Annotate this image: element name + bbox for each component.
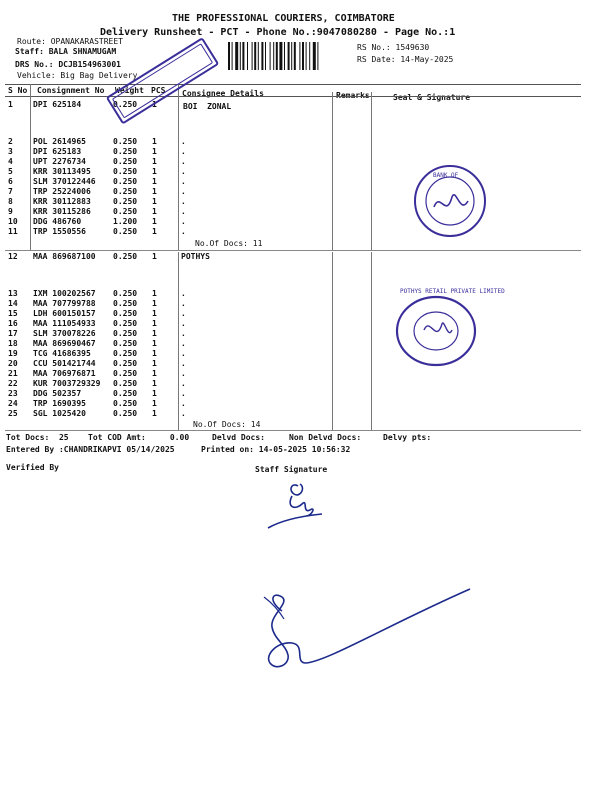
row-weight: 0.250	[113, 399, 138, 408]
barcode-bar	[270, 42, 271, 70]
row-consignment-no: TRP 1690395	[33, 399, 86, 408]
row-weight: 0.250	[113, 339, 138, 348]
barcode-bar	[242, 42, 244, 70]
vehicle-label: Vehicle: Big Bag Delivery	[17, 71, 138, 80]
row-weight: 0.250	[113, 227, 138, 236]
pothys-round-stamp-icon	[394, 294, 478, 368]
row-weight: 0.250	[113, 299, 138, 308]
row-consignment-no: SLM 370078226	[33, 329, 96, 338]
table-row	[0, 147, 600, 157]
row-consignee-dot: .	[181, 369, 186, 378]
row-weight: 0.250	[113, 389, 138, 398]
row-pcs: 1	[152, 319, 157, 328]
barcode-bar	[291, 42, 292, 70]
row-pcs: 1	[152, 379, 157, 388]
row-consignment-no: SLM 370122446	[33, 177, 96, 186]
col-consignment: Consignment No	[37, 86, 105, 95]
staff-label: Staff: BALA SHNAMUGAM	[15, 47, 117, 56]
row-consignee-dot: .	[181, 339, 186, 348]
row-sno: 2	[8, 137, 13, 146]
row-consignment-no: SGL 1025420	[33, 409, 86, 418]
row-weight: 0.250	[113, 359, 138, 368]
row-consignee-dot: .	[181, 197, 186, 206]
row-weight: 1.200	[113, 217, 138, 226]
row-weight: 0.250	[113, 197, 138, 206]
row-pcs: 1	[152, 289, 157, 298]
row-consignee-dot: .	[181, 177, 186, 186]
row-sno: 14	[8, 299, 18, 308]
col-seal-signature: Seal & Signature	[393, 93, 471, 102]
table-row	[0, 329, 600, 339]
col-pcs: PCS	[151, 86, 166, 95]
row-weight: 0.250	[113, 137, 138, 146]
table-row	[0, 369, 600, 379]
row-weight: 0.250	[113, 177, 138, 186]
row-pcs: 1	[152, 187, 157, 196]
row-sno: 8	[8, 197, 13, 206]
row-sno: 18	[8, 339, 18, 348]
row-pcs: 1	[152, 329, 157, 338]
row-consignee-dot: .	[181, 309, 186, 318]
row-sno: 16	[8, 319, 18, 328]
table-row	[0, 100, 600, 110]
row-consignment-no: KRR 30113495	[33, 167, 91, 176]
row-pcs: 1	[152, 197, 157, 206]
row-consignment-no: KRR 30112883	[33, 197, 91, 206]
table-row	[0, 197, 600, 207]
row-sno: 12	[8, 252, 18, 261]
barcode-bar	[302, 42, 304, 70]
row-pcs: 1	[152, 389, 157, 398]
barcode-bar	[294, 42, 296, 70]
company-name: THE PROFESSIONAL COURIERS, COIMBATORE	[172, 13, 395, 24]
row-sno: 7	[8, 187, 13, 196]
row-weight: 0.250	[113, 379, 138, 388]
barcode-bar	[265, 42, 266, 70]
row-consignment-no: MAA 707799788	[33, 299, 96, 308]
row-pcs: 1	[152, 100, 157, 109]
row-consignee-dot: .	[181, 207, 186, 216]
barcode-bar	[288, 42, 290, 70]
row-pcs: 1	[152, 299, 157, 308]
staff-signature-icon	[262, 480, 334, 532]
barcode-bar	[313, 42, 316, 70]
row-consignment-no: TRP 1550556	[33, 227, 86, 236]
table-row	[0, 299, 600, 309]
row-pcs: 1	[152, 339, 157, 348]
row-weight: 0.250	[113, 349, 138, 358]
row-consignment-no: CCU 501421744	[33, 359, 96, 368]
docs-count-group1: No.Of Docs: 11	[195, 239, 263, 248]
row-sno: 20	[8, 359, 18, 368]
row-sno: 25	[8, 409, 18, 418]
row-sno: 11	[8, 227, 18, 236]
table-row	[0, 359, 600, 369]
bank-stamp-text: BANK OF	[433, 172, 459, 179]
row-pcs: 1	[152, 369, 157, 378]
row-weight: 0.250	[113, 100, 138, 109]
rs-number: RS No.: 1549630	[357, 43, 430, 52]
barcode-bar	[299, 42, 300, 70]
table-row	[0, 389, 600, 399]
row-pcs: 1	[152, 177, 157, 186]
row-pcs: 1	[152, 309, 157, 318]
row-consignee-dot: .	[181, 289, 186, 298]
row-pcs: 1	[152, 409, 157, 418]
table-row	[0, 409, 600, 419]
row-sno: 23	[8, 389, 18, 398]
non-delivered-docs: Non Delvd Docs:	[289, 433, 362, 442]
row-weight: 0.250	[113, 167, 138, 176]
barcode-bar	[240, 42, 241, 70]
row-consignee-dot: .	[181, 227, 186, 236]
row-consignee-dot: .	[181, 167, 186, 176]
row-sno: 1	[8, 100, 13, 109]
row-pcs: 1	[152, 157, 157, 166]
row-consignment-no: POL 2614965	[33, 137, 86, 146]
row-sno: 22	[8, 379, 18, 388]
row-consignment-no: UPT 2276734	[33, 157, 86, 166]
row-pcs: 1	[152, 217, 157, 226]
row-sno: 4	[8, 157, 13, 166]
row-sno: 21	[8, 369, 18, 378]
row-pcs: 1	[152, 399, 157, 408]
col-weight: Weight	[115, 86, 144, 95]
row-weight: 0.250	[113, 147, 138, 156]
barcode-bar	[247, 42, 248, 70]
row-weight: 0.250	[113, 252, 138, 261]
row-consignee-dot: .	[181, 329, 186, 338]
entered-by: Entered By :CHANDRIKAPVI 05/14/2025	[6, 445, 175, 454]
barcode-bar	[306, 42, 307, 70]
table-row	[0, 137, 600, 147]
row-weight: 0.250	[113, 309, 138, 318]
table-row	[0, 319, 600, 329]
row-consignee-dot: .	[181, 359, 186, 368]
table-row	[0, 207, 600, 217]
row-consignment-no: IXM 100202567	[33, 289, 96, 298]
row-sno: 9	[8, 207, 13, 216]
route-label: Route: OPANAKARASTREET	[17, 37, 123, 46]
staff-signature-label: Staff Signature	[255, 465, 328, 474]
table-row	[0, 167, 600, 177]
row-pcs: 1	[152, 137, 157, 146]
table-row	[0, 379, 600, 389]
row-sno: 15	[8, 309, 18, 318]
table-row	[0, 399, 600, 409]
barcode-bar	[252, 42, 253, 70]
row-weight: 0.250	[113, 369, 138, 378]
row-consignment-no: DDG 502357	[33, 389, 82, 398]
table-row	[0, 217, 600, 227]
barcode-bar	[235, 42, 238, 70]
barcode-bar	[309, 42, 310, 70]
row-sno: 10	[8, 217, 18, 226]
row-consignee-dot: .	[181, 349, 186, 358]
table-row	[0, 289, 600, 299]
row-pcs: 1	[152, 227, 157, 236]
row-sno: 3	[8, 147, 13, 156]
row-weight: 0.250	[113, 187, 138, 196]
barcode-bar	[284, 42, 285, 70]
row-consignment-no: KUR 7003729329	[33, 379, 101, 388]
row-weight: 0.250	[113, 409, 138, 418]
barcode-bar	[276, 42, 278, 70]
table-row	[0, 187, 600, 197]
row-weight: 0.250	[113, 329, 138, 338]
row-consignment-no: TCG 41686395	[33, 349, 91, 358]
row-consignment-no: LDH 600150157	[33, 309, 96, 318]
runsheet-title: Delivery Runsheet - PCT - Phone No.:9047080280 - Page No.:1	[100, 27, 456, 38]
row-sno: 6	[8, 177, 13, 186]
row-consignee-dot: .	[181, 319, 186, 328]
row-consignee-dot: .	[181, 409, 186, 418]
table-row	[0, 339, 600, 349]
row-pcs: 1	[152, 207, 157, 216]
verified-by-label: Verified By	[6, 463, 59, 472]
col-sno: S No	[8, 86, 28, 95]
table-row	[0, 252, 600, 262]
row-weight: 0.250	[113, 157, 138, 166]
table-row	[0, 227, 600, 237]
delivery-points: Delvy pts:	[383, 433, 432, 442]
row-sno: 17	[8, 329, 18, 338]
row-pcs: 1	[152, 349, 157, 358]
row-sno: 13	[8, 289, 18, 298]
barcode-bar	[273, 42, 274, 70]
consignee-pothys: POTHYS	[181, 252, 210, 261]
row-consignee-dot: .	[181, 187, 186, 196]
row-consignee-dot: .	[181, 147, 186, 156]
barcode-bar	[254, 42, 256, 70]
row-pcs: 1	[152, 167, 157, 176]
row-weight: 0.250	[113, 289, 138, 298]
row-consignment-no: MAA 706976871	[33, 369, 96, 378]
row-consignee-dot: .	[181, 389, 186, 398]
row-pcs: 1	[152, 359, 157, 368]
docs-count-group2: No.Of Docs: 14	[193, 420, 261, 429]
row-sno: 5	[8, 167, 13, 176]
printed-on: Printed on: 14-05-2025 10:56:32	[201, 445, 351, 454]
row-sno: 24	[8, 399, 18, 408]
row-pcs: 1	[152, 252, 157, 261]
table-row	[0, 177, 600, 187]
verified-signature-icon	[258, 585, 478, 675]
table-row	[0, 309, 600, 319]
drs-number: DRS No.: DCJB154963001	[15, 60, 121, 69]
received-stamp-icon	[92, 30, 232, 130]
row-sno: 19	[8, 349, 18, 358]
row-consignment-no: TRP 25224006	[33, 187, 91, 196]
delivered-docs: Delvd Docs:	[212, 433, 265, 442]
col-remarks: Remarks	[336, 91, 370, 100]
barcode-icon	[228, 42, 350, 70]
row-consignment-no: KRR 30115286	[33, 207, 91, 216]
row-consignment-no: DPI 625183	[33, 147, 82, 156]
row-consignee-dot: .	[181, 299, 186, 308]
row-weight: 0.250	[113, 319, 138, 328]
table-row	[0, 157, 600, 167]
rs-date: RS Date: 14-May-2025	[357, 55, 454, 64]
row-consignment-no: DDG 486760	[33, 217, 82, 226]
row-consignee-dot: .	[181, 137, 186, 146]
row-consignee-dot: .	[181, 399, 186, 408]
barcode-bar	[317, 42, 318, 70]
barcode-bar	[279, 42, 282, 70]
barcode-bar	[258, 42, 259, 70]
pothys-stamp-text: POTHYS RETAIL PRIVATE LIMITED	[400, 288, 505, 295]
row-consignee-dot: .	[181, 157, 186, 166]
row-consignment-no: MAA 111054933	[33, 319, 96, 328]
row-pcs: 1	[152, 147, 157, 156]
row-consignment-no: MAA 869687100	[33, 252, 96, 261]
col-consignee: Consignee Details	[182, 89, 264, 98]
row-consignee-dot: .	[181, 379, 186, 388]
consignee-boi-zonal: BOI ZONAL	[183, 102, 232, 111]
row-consignee-dot: .	[181, 217, 186, 226]
row-weight: 0.250	[113, 207, 138, 216]
table-row	[0, 349, 600, 359]
row-consignment-no: DPI 625184	[33, 100, 82, 109]
barcode-bar	[261, 42, 263, 70]
row-consignment-no: MAA 869690467	[33, 339, 96, 348]
total-docs: Tot Docs: 25	[6, 433, 69, 442]
total-cod-amount: Tot COD Amt: 0.00	[88, 433, 190, 442]
